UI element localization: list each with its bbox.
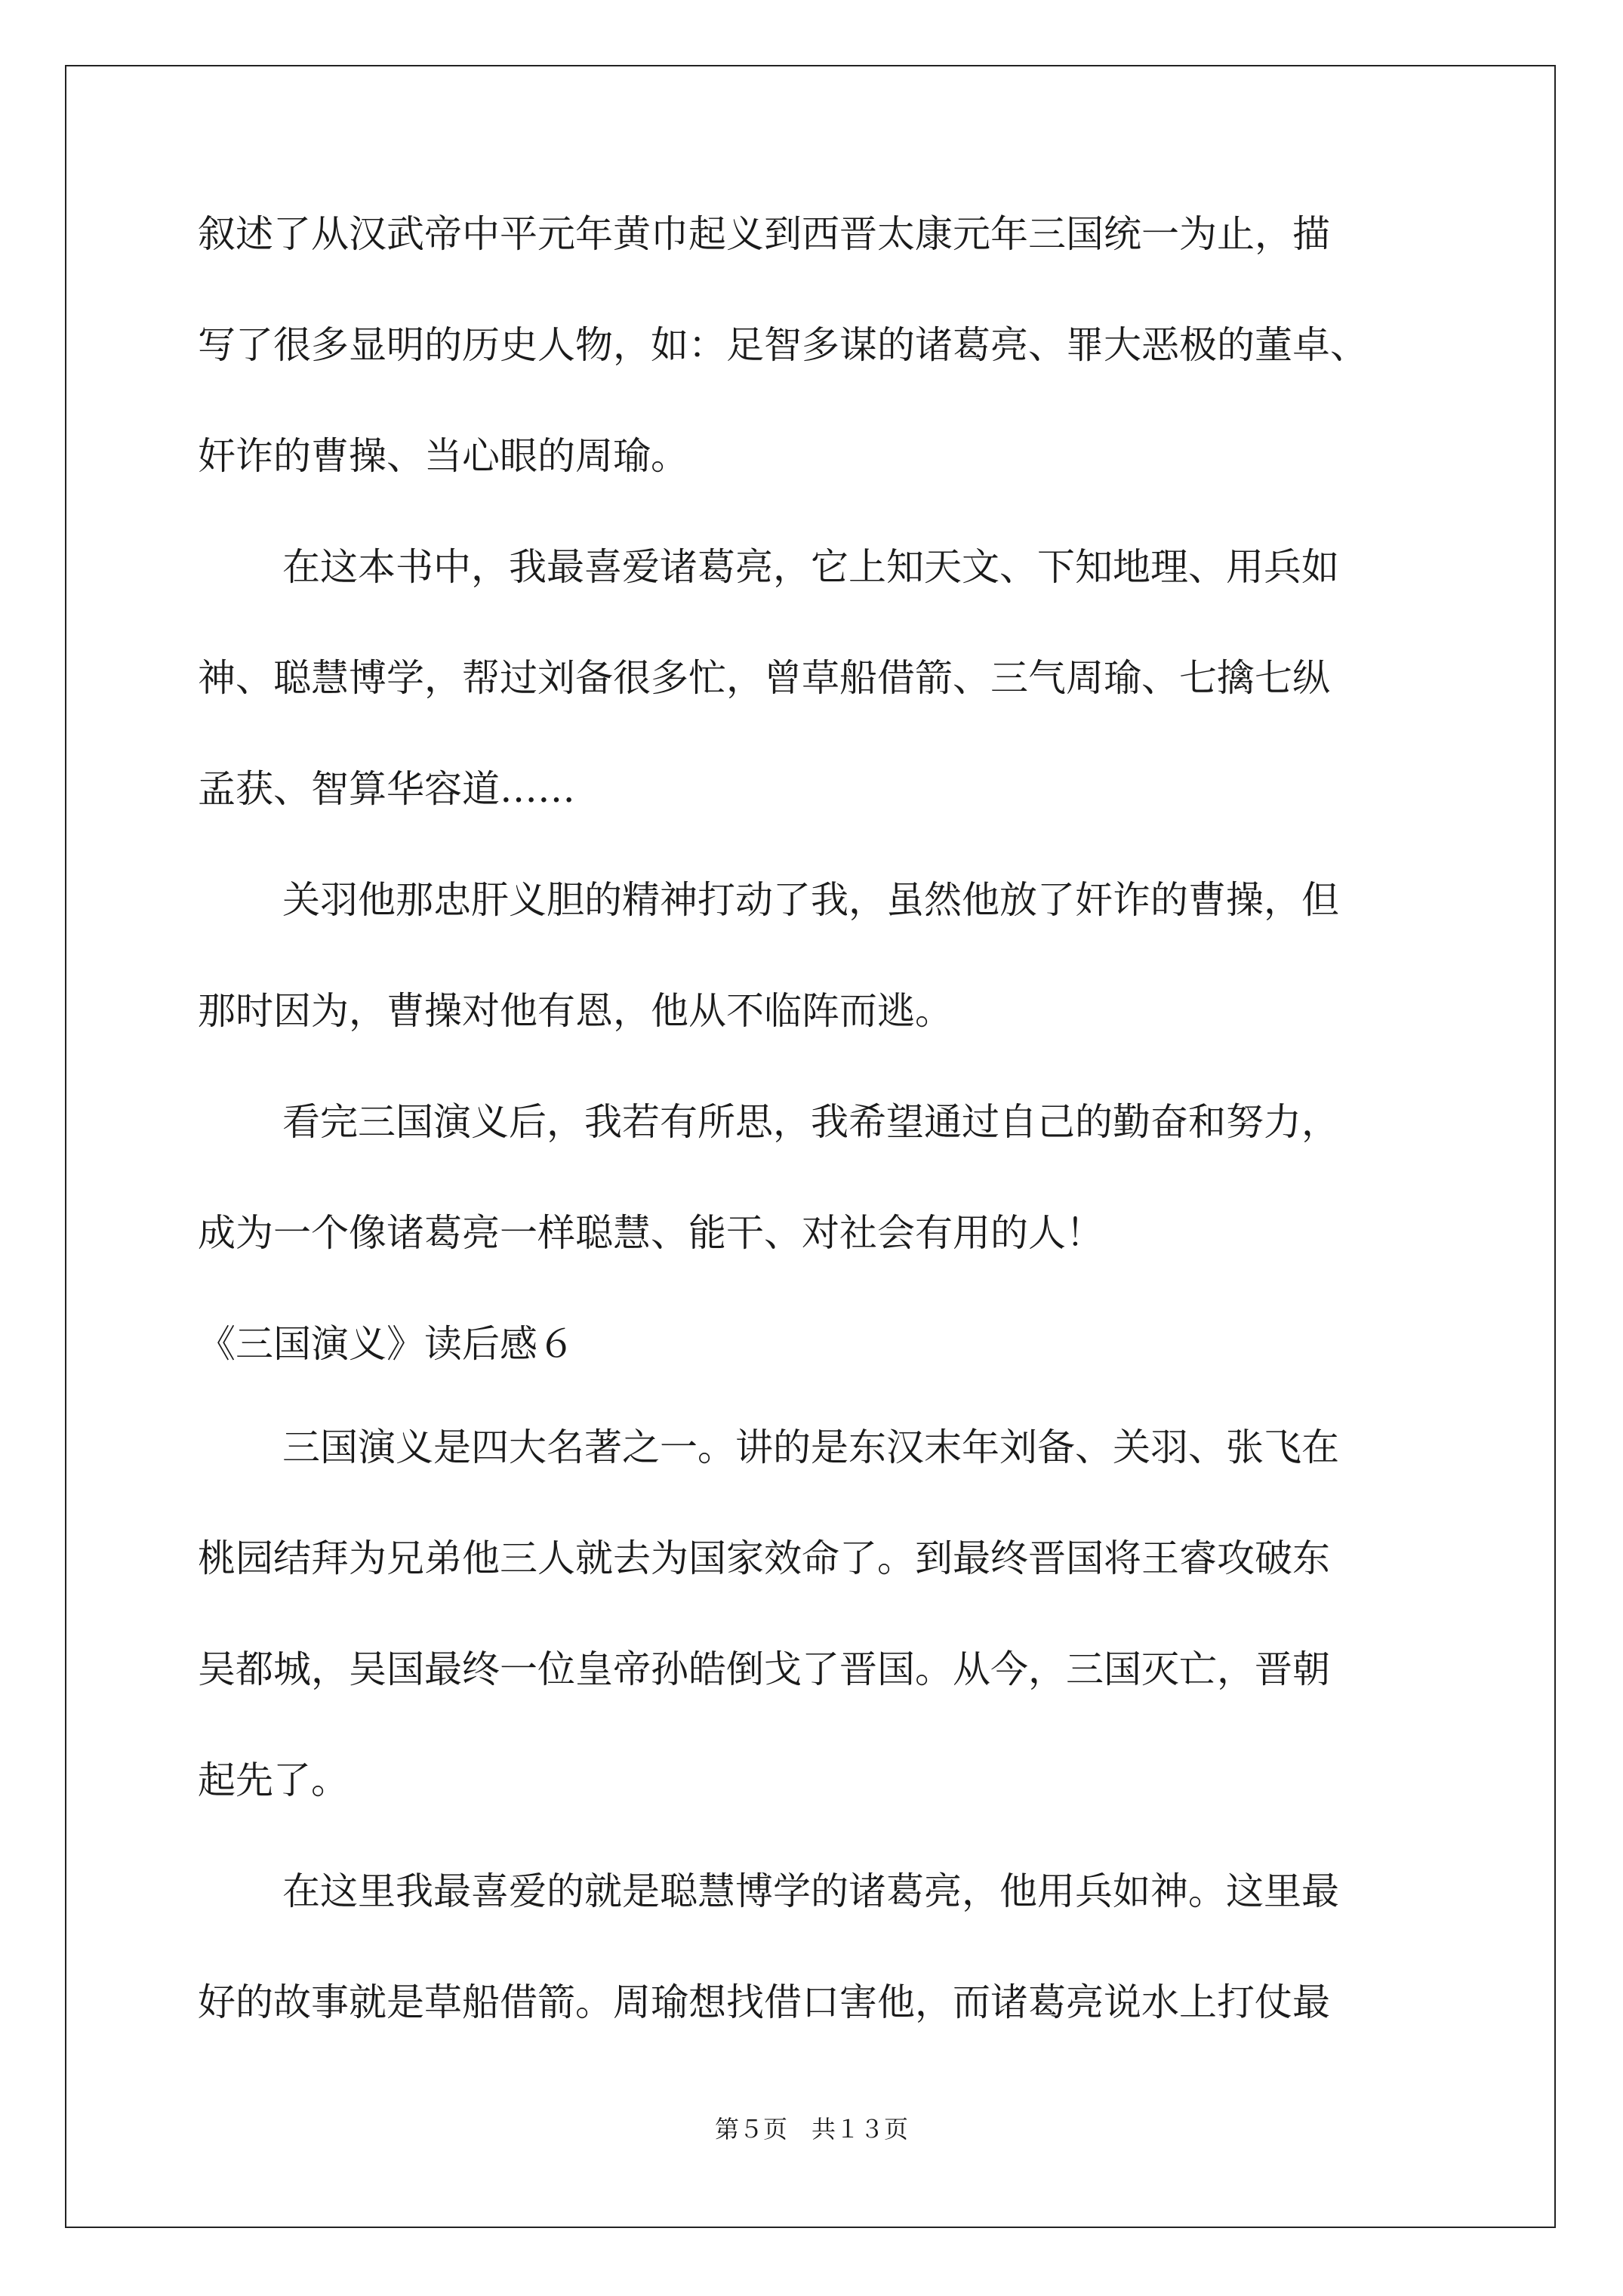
text-line: 成为一个像诸葛亮一样聪慧、能干、对社会有用的人！ bbox=[198, 1211, 1104, 1255]
text-line: 奸诈的曹操、当心眼的周瑜。 bbox=[198, 434, 688, 478]
text-line: 叙述了从汉武帝中平元年黄巾起义到西晋太康元年三国统一为止，描 bbox=[198, 212, 1330, 256]
paragraph-start-line: 关羽他那忠肝义胆的精神打动了我，虽然他放了奸诈的曹操，但 bbox=[282, 878, 1339, 922]
paragraph-start-line: 在这里我最喜爱的就是聪慧博学的诸葛亮，他用兵如神。这里最 bbox=[282, 1869, 1339, 1913]
page-footer: 第５页 共１３页 bbox=[714, 2115, 908, 2143]
text-line: 那时因为，曹操对他有恩，他从不临阵而逃。 bbox=[198, 989, 953, 1033]
document-body bbox=[198, 211, 1436, 2091]
text-line: 神、聪慧博学，帮过刘备很多忙，曾草船借箭、三气周瑜、七擒七纵 bbox=[198, 656, 1330, 700]
paragraph-start-line: 三国演义是四大名著之一。讲的是东汉末年刘备、关羽、张飞在 bbox=[282, 1425, 1339, 1469]
section-heading: 《三国演义》读后感６ bbox=[198, 1322, 575, 1366]
text-line: 吴都城，吴国最终一位皇帝孙皓倒戈了晋国。从今，三国灭亡，晋朝 bbox=[198, 1647, 1330, 1691]
text-line: 起先了。 bbox=[198, 1758, 349, 1802]
text-line: 好的故事就是草船借箭。周瑜想找借口害他，而诸葛亮说水上打仗最 bbox=[198, 1980, 1330, 2024]
paragraph-start-line: 在这本书中，我最喜爱诸葛亮，它上知天文、下知地理、用兵如 bbox=[282, 545, 1339, 589]
paragraph-start-line: 看完三国演义后，我若有所思，我希望通过自己的勤奋和努力， bbox=[282, 1100, 1339, 1144]
text-line: 桃园结拜为兄弟他三人就去为国家效命了。到最终晋国将王睿攻破东 bbox=[198, 1536, 1330, 1580]
text-line: 写了很多显明的历史人物，如：足智多谋的诸葛亮、罪大恶极的董卓、 bbox=[198, 323, 1368, 367]
text-line: 孟获、智算华容道…… bbox=[198, 767, 575, 811]
